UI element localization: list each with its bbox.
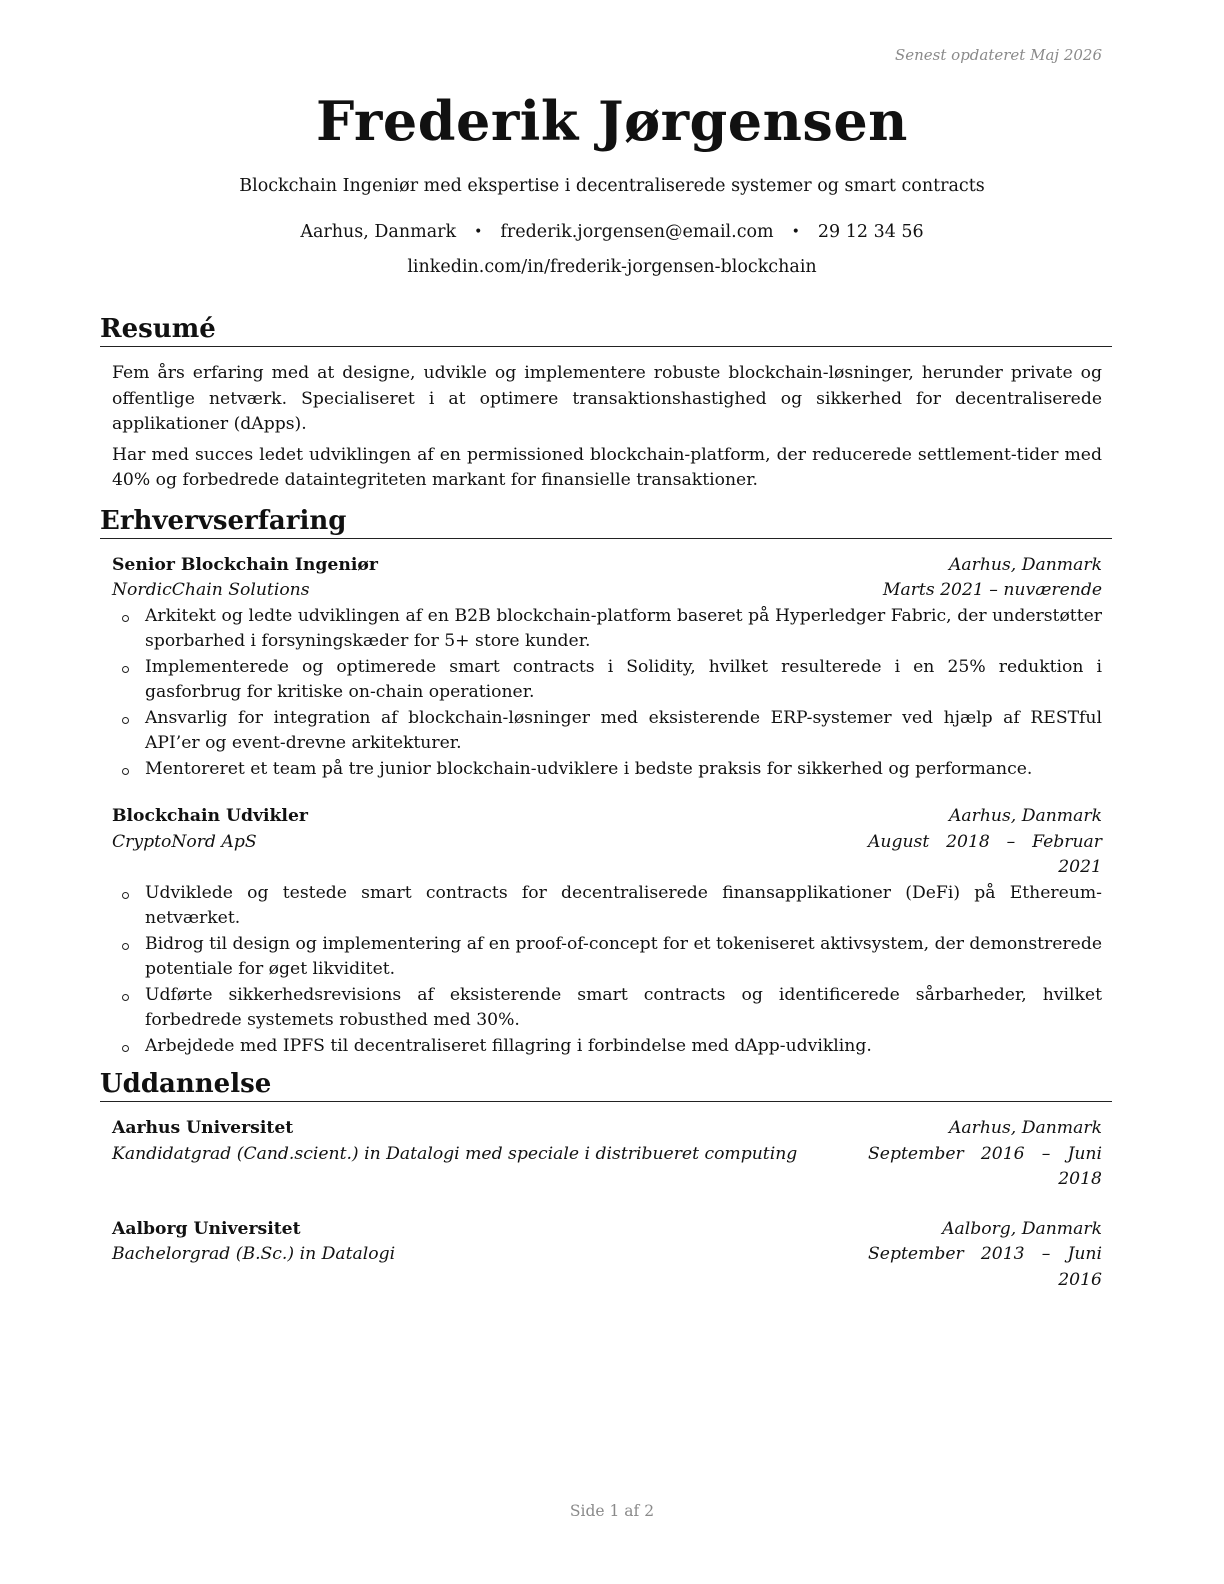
bullet-separator: • [791, 224, 800, 240]
education-dates: September 2013 – Juni 2016 [868, 1244, 1102, 1290]
candidate-name: Frederik Jørgensen [316, 89, 908, 153]
job-bullets [112, 604, 1102, 783]
section-title-experience: Erhvervserfaring [100, 504, 1112, 539]
education-entry [112, 1217, 1102, 1294]
job-dates: Marts 2021 – nuværende [882, 580, 1102, 600]
education-dates: September 2016 – Juni 2018 [868, 1143, 1102, 1189]
company-name: NordicChain Solutions [112, 580, 310, 600]
bullet-separator: • [474, 224, 483, 240]
list-item: Ansvarlig for integration af blockchain-løsninger med eksisterende ERP-systemer ved hjælp af RESTful API’er og event-drevne arkitekturer. [145, 706, 1102, 757]
section-title-summary: Resumé [100, 312, 1112, 347]
school-name: Aalborg Universitet [112, 1218, 301, 1239]
degree: Bachelorgrad (B.Sc.) in Datalogi [112, 1244, 396, 1264]
list-item: Implementerede og optimerede smart contracts i Solidity, hvilket resulterede i en 25% reduktion i gasforbrug for kritiske on-chain operationer. [145, 655, 1102, 706]
contact-phone: 29 12 34 56 [817, 222, 924, 242]
list-item: Mentoreret et team på tre junior blockchain-udviklere i bedste praksis for sikkerhed og performance. [145, 757, 1102, 783]
experience-section [100, 504, 1112, 1060]
job-entry [112, 804, 1102, 1059]
job-dates: August 2018 – Februar 2021 [868, 831, 1102, 877]
school-location: Aalborg, Danmark [942, 1218, 1102, 1239]
list-item: Arkitekt og ledte udviklingen af en B2B blockchain-platform baseret på Hyperledger Fabric, der understøtter sporbarhed i forsyningskæder for 5+ store kunder. [145, 604, 1102, 655]
tagline: Blockchain Ingeniør med ekspertise i decentraliserede systemer og smart contracts [239, 176, 985, 196]
job-location: Aarhus, Danmark [948, 806, 1102, 826]
linkedin-link[interactable]: linkedin.com/in/frederik-jorgensen-blockchain [407, 257, 817, 277]
job-title: Blockchain Udvikler [112, 806, 308, 826]
school-location: Aarhus, Danmark [948, 1118, 1102, 1138]
contact-line [0, 220, 1224, 245]
school-name: Aarhus Universitet [112, 1118, 294, 1138]
summary-section [100, 312, 1112, 494]
job-bullets [112, 881, 1102, 1060]
degree: Kandidatgrad (Cand.scient.) in Datalogi med speciale i distribueret computing [112, 1143, 798, 1164]
resume-body [100, 312, 1112, 1299]
list-item: Udførte sikkerhedsrevisions af eksisterende smart contracts og identificerede sårbarheder, hvilket forbedrede systemets robusthed med 30%. [145, 983, 1102, 1034]
education-entry [112, 1116, 1102, 1193]
list-item: Arbejdede med IPFS til decentraliseret fillagring i forbindelse med dApp-udvikling. [145, 1034, 1102, 1060]
resume-header [0, 84, 1224, 279]
company-name: CryptoNord ApS [112, 831, 257, 852]
list-item: Udviklede og testede smart contracts for decentraliserede finansapplikationer (DeFi) på Ethereum-netværket. [145, 881, 1102, 932]
job-title: Senior Blockchain Ingeniør [112, 554, 378, 575]
summary-paragraph: Fem års erfaring med at designe, udvikle og implementere robuste blockchain-løsninger, herunder private og offentlige netværk. Specialiseret i at optimere transaktionshastighed og sikkerhed for decentraliserede applikationer (dApps). [112, 363, 1102, 434]
contact-email[interactable]: frederik.jorgensen@email.com [500, 222, 774, 242]
list-item: Bidrog til design og implementering af en proof-of-concept for et tokeniseret aktivsystem, der demonstrerede potentiale for øget likviditet. [145, 932, 1102, 983]
job-entry [112, 553, 1102, 783]
section-title-education: Uddannelse [100, 1067, 1112, 1102]
contact-location: Aarhus, Danmark [300, 222, 457, 242]
page-number: Side 1 af 2 [569, 1502, 655, 1520]
summary-paragraph: Har med succes ledet udviklingen af en permissioned blockchain-platform, der reducerede settlement-tider med 40% og forbedrede dataintegriteten markant for finansielle transaktioner. [112, 444, 1102, 490]
last-updated-note: Senest opdateret Maj 2026 [894, 46, 1102, 64]
education-section [100, 1067, 1112, 1293]
job-location: Aarhus, Danmark [948, 554, 1102, 575]
